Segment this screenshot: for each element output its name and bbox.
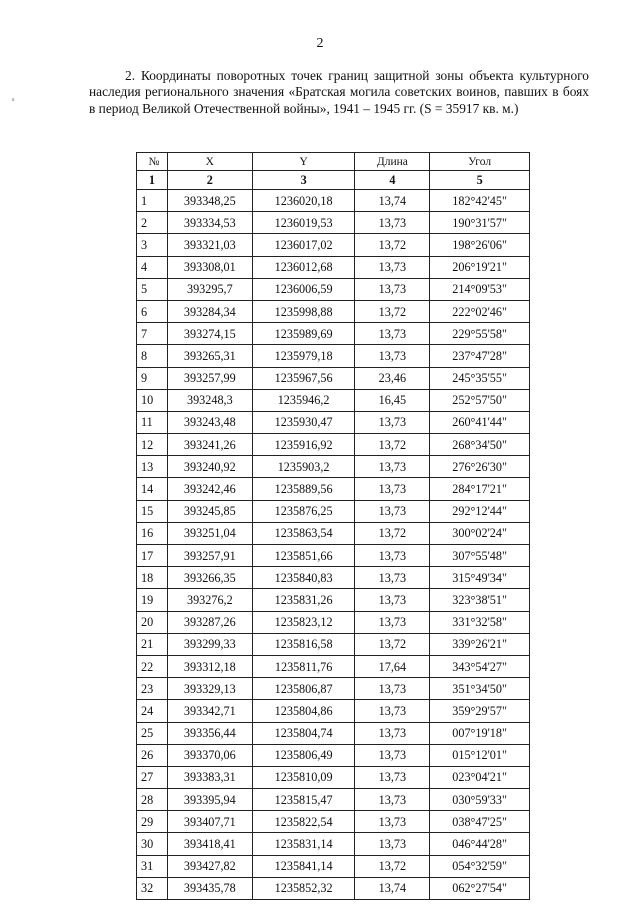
point-number-cell: 7 — [137, 323, 168, 345]
y-coordinate-cell: 1235804,86 — [252, 700, 355, 722]
y-coordinate-cell: 1235804,74 — [252, 722, 355, 744]
x-coordinate-cell: 393287,26 — [167, 611, 252, 633]
angle-cell: 323°38'51" — [430, 589, 530, 611]
table-row — [137, 545, 530, 567]
table-row — [137, 744, 530, 766]
point-number-cell: 17 — [137, 545, 168, 567]
length-cell: 13,73 — [355, 545, 430, 567]
length-cell: 13,73 — [355, 212, 430, 234]
point-number-cell: 13 — [137, 456, 168, 478]
x-coordinate-cell: 393395,94 — [167, 789, 252, 811]
table-row — [137, 766, 530, 788]
y-coordinate-cell: 1235851,66 — [252, 545, 355, 567]
table-row — [137, 300, 530, 322]
point-number-cell: 27 — [137, 766, 168, 788]
angle-cell: 276°26'30" — [430, 456, 530, 478]
column-index: 1 — [137, 171, 168, 190]
column-index: 5 — [430, 171, 530, 190]
length-cell: 13,73 — [355, 722, 430, 744]
y-coordinate-cell: 1235916,92 — [252, 434, 355, 456]
table-row — [137, 389, 530, 411]
angle-cell: 190°31'57" — [430, 212, 530, 234]
y-coordinate-cell: 1235967,56 — [252, 367, 355, 389]
y-coordinate-cell: 1235998,88 — [252, 300, 355, 322]
length-cell: 13,73 — [355, 811, 430, 833]
point-number-cell: 30 — [137, 833, 168, 855]
length-cell: 13,73 — [355, 766, 430, 788]
x-coordinate-cell: 393284,34 — [167, 300, 252, 322]
length-cell: 13,73 — [355, 323, 430, 345]
y-coordinate-cell: 1236017,02 — [252, 234, 355, 256]
table-row — [137, 700, 530, 722]
point-number-cell: 9 — [137, 367, 168, 389]
point-number-cell: 20 — [137, 611, 168, 633]
table-row — [137, 722, 530, 744]
header-length: Длина — [355, 153, 430, 171]
table-row — [137, 611, 530, 633]
table-body — [137, 190, 530, 900]
length-cell: 13,73 — [355, 256, 430, 278]
length-cell: 13,73 — [355, 411, 430, 433]
table-row — [137, 212, 530, 234]
length-cell: 13,74 — [355, 877, 430, 899]
angle-cell: 300°02'24" — [430, 522, 530, 544]
x-coordinate-cell: 393266,35 — [167, 567, 252, 589]
x-coordinate-cell: 393265,31 — [167, 345, 252, 367]
column-index: 4 — [355, 171, 430, 190]
x-coordinate-cell: 393251,04 — [167, 522, 252, 544]
y-coordinate-cell: 1235903,2 — [252, 456, 355, 478]
table-row — [137, 855, 530, 877]
x-coordinate-cell: 393356,44 — [167, 722, 252, 744]
angle-cell: 268°34'50" — [430, 434, 530, 456]
y-coordinate-cell: 1236020,18 — [252, 190, 355, 212]
point-number-cell: 32 — [137, 877, 168, 899]
x-coordinate-cell: 393370,06 — [167, 744, 252, 766]
length-cell: 13,73 — [355, 833, 430, 855]
angle-cell: 023°04'21" — [430, 766, 530, 788]
margin-mark: ˢ — [12, 95, 15, 107]
angle-cell: 206°19'21" — [430, 256, 530, 278]
table-row — [137, 833, 530, 855]
length-cell: 13,72 — [355, 434, 430, 456]
x-coordinate-cell: 393257,91 — [167, 545, 252, 567]
point-number-cell: 2 — [137, 212, 168, 234]
y-coordinate-cell: 1235831,26 — [252, 589, 355, 611]
x-coordinate-cell: 393334,53 — [167, 212, 252, 234]
length-cell: 13,73 — [355, 500, 430, 522]
y-coordinate-cell: 1235989,69 — [252, 323, 355, 345]
header-number: № — [137, 153, 168, 171]
y-coordinate-cell: 1235841,14 — [252, 855, 355, 877]
point-number-cell: 10 — [137, 389, 168, 411]
point-number-cell: 4 — [137, 256, 168, 278]
point-number-cell: 15 — [137, 500, 168, 522]
length-cell: 13,72 — [355, 522, 430, 544]
y-coordinate-cell: 1235811,76 — [252, 655, 355, 677]
y-coordinate-cell: 1235930,47 — [252, 411, 355, 433]
table-row — [137, 456, 530, 478]
x-coordinate-cell: 393308,01 — [167, 256, 252, 278]
table-row — [137, 877, 530, 899]
point-number-cell: 1 — [137, 190, 168, 212]
table-row — [137, 500, 530, 522]
intro-paragraph: 2. Координаты поворотных точек границ защитной зоны объекта культурного наследия регионального значения «Братская могила советских воинов, павших в боях в период Великой Отечественной войны», 1941 – 1945 гг. (S = 35917 кв. м.) — [89, 68, 589, 116]
angle-cell: 292°12'44" — [430, 500, 530, 522]
y-coordinate-cell: 1235823,12 — [252, 611, 355, 633]
angle-cell: 339°26'21" — [430, 633, 530, 655]
length-cell: 13,73 — [355, 789, 430, 811]
y-coordinate-cell: 1235831,14 — [252, 833, 355, 855]
length-cell: 13,73 — [355, 456, 430, 478]
y-coordinate-cell: 1235889,56 — [252, 478, 355, 500]
length-cell: 13,73 — [355, 478, 430, 500]
table-row — [137, 789, 530, 811]
x-coordinate-cell: 393329,13 — [167, 678, 252, 700]
table-row — [137, 567, 530, 589]
length-cell: 23,46 — [355, 367, 430, 389]
length-cell: 17,64 — [355, 655, 430, 677]
x-coordinate-cell: 393240,92 — [167, 456, 252, 478]
x-coordinate-cell: 393274,15 — [167, 323, 252, 345]
x-coordinate-cell: 393342,71 — [167, 700, 252, 722]
point-number-cell: 18 — [137, 567, 168, 589]
angle-cell: 315°49'34" — [430, 567, 530, 589]
point-number-cell: 8 — [137, 345, 168, 367]
x-coordinate-cell: 393295,7 — [167, 278, 252, 300]
y-coordinate-cell: 1235840,83 — [252, 567, 355, 589]
point-number-cell: 6 — [137, 300, 168, 322]
x-coordinate-cell: 393427,82 — [167, 855, 252, 877]
point-number-cell: 24 — [137, 700, 168, 722]
length-cell: 13,73 — [355, 589, 430, 611]
point-number-cell: 28 — [137, 789, 168, 811]
table-row — [137, 589, 530, 611]
table-row — [137, 811, 530, 833]
table-row — [137, 678, 530, 700]
angle-cell: 222°02'46" — [430, 300, 530, 322]
x-coordinate-cell: 393243,48 — [167, 411, 252, 433]
y-coordinate-cell: 1236006,59 — [252, 278, 355, 300]
length-cell: 13,73 — [355, 744, 430, 766]
x-coordinate-cell: 393245,85 — [167, 500, 252, 522]
point-number-cell: 21 — [137, 633, 168, 655]
point-number-cell: 22 — [137, 655, 168, 677]
length-cell: 13,72 — [355, 234, 430, 256]
angle-cell: 359°29'57" — [430, 700, 530, 722]
angle-cell: 007°19'18" — [430, 722, 530, 744]
table-row — [137, 478, 530, 500]
y-coordinate-cell: 1235979,18 — [252, 345, 355, 367]
table-row — [137, 633, 530, 655]
y-coordinate-cell: 1235946,2 — [252, 389, 355, 411]
angle-cell: 245°35'55" — [430, 367, 530, 389]
angle-cell: 046°44'28" — [430, 833, 530, 855]
y-coordinate-cell: 1235852,32 — [252, 877, 355, 899]
point-number-cell: 5 — [137, 278, 168, 300]
angle-cell: 252°57'50" — [430, 389, 530, 411]
point-number-cell: 14 — [137, 478, 168, 500]
y-coordinate-cell: 1235863,54 — [252, 522, 355, 544]
point-number-cell: 25 — [137, 722, 168, 744]
angle-cell: 038°47'25" — [430, 811, 530, 833]
table-row — [137, 367, 530, 389]
x-coordinate-cell: 393257,99 — [167, 367, 252, 389]
length-cell: 13,72 — [355, 300, 430, 322]
table-row — [137, 323, 530, 345]
point-number-cell: 29 — [137, 811, 168, 833]
length-cell: 13,73 — [355, 567, 430, 589]
x-coordinate-cell: 393435,78 — [167, 877, 252, 899]
table-row — [137, 411, 530, 433]
angle-cell: 214°09'53" — [430, 278, 530, 300]
length-cell: 13,73 — [355, 611, 430, 633]
angle-cell: 182°42'45" — [430, 190, 530, 212]
angle-cell: 237°47'28" — [430, 345, 530, 367]
angle-cell: 284°17'21" — [430, 478, 530, 500]
y-coordinate-cell: 1236012,68 — [252, 256, 355, 278]
x-coordinate-cell: 393312,18 — [167, 655, 252, 677]
x-coordinate-cell: 393242,46 — [167, 478, 252, 500]
x-coordinate-cell: 393348,25 — [167, 190, 252, 212]
y-coordinate-cell: 1235806,87 — [252, 678, 355, 700]
table-row — [137, 655, 530, 677]
angle-cell: 343°54'27" — [430, 655, 530, 677]
page-number: 2 — [316, 36, 324, 51]
point-number-cell: 11 — [137, 411, 168, 433]
length-cell: 13,72 — [355, 633, 430, 655]
table-row — [137, 345, 530, 367]
table-row — [137, 234, 530, 256]
x-coordinate-cell: 393407,71 — [167, 811, 252, 833]
y-coordinate-cell: 1235822,54 — [252, 811, 355, 833]
y-coordinate-cell: 1235816,58 — [252, 633, 355, 655]
length-cell: 16,45 — [355, 389, 430, 411]
header-angle: Угол — [430, 153, 530, 171]
angle-cell: 030°59'33" — [430, 789, 530, 811]
y-coordinate-cell: 1235810,09 — [252, 766, 355, 788]
header-y: Y — [252, 153, 355, 171]
angle-cell: 351°34'50" — [430, 678, 530, 700]
length-cell: 13,74 — [355, 190, 430, 212]
angle-cell: 015°12'01" — [430, 744, 530, 766]
table-row — [137, 434, 530, 456]
column-index-row — [137, 171, 530, 190]
column-index: 2 — [167, 171, 252, 190]
length-cell: 13,73 — [355, 700, 430, 722]
y-coordinate-cell: 1236019,53 — [252, 212, 355, 234]
length-cell: 13,73 — [355, 278, 430, 300]
angle-cell: 054°32'59" — [430, 855, 530, 877]
angle-cell: 198°26'06" — [430, 234, 530, 256]
x-coordinate-cell: 393383,31 — [167, 766, 252, 788]
length-cell: 13,72 — [355, 855, 430, 877]
point-number-cell: 16 — [137, 522, 168, 544]
x-coordinate-cell: 393248,3 — [167, 389, 252, 411]
length-cell: 13,73 — [355, 678, 430, 700]
angle-cell: 062°27'54" — [430, 877, 530, 899]
angle-cell: 260°41'44" — [430, 411, 530, 433]
x-coordinate-cell: 393299,33 — [167, 633, 252, 655]
length-cell: 13,73 — [355, 345, 430, 367]
header-x: X — [167, 153, 252, 171]
angle-cell: 229°55'58" — [430, 323, 530, 345]
point-number-cell: 31 — [137, 855, 168, 877]
x-coordinate-cell: 393321,03 — [167, 234, 252, 256]
table-row — [137, 190, 530, 212]
y-coordinate-cell: 1235806,49 — [252, 744, 355, 766]
point-number-cell: 26 — [137, 744, 168, 766]
table-row — [137, 256, 530, 278]
point-number-cell: 19 — [137, 589, 168, 611]
table-row — [137, 522, 530, 544]
point-number-cell: 3 — [137, 234, 168, 256]
y-coordinate-cell: 1235815,47 — [252, 789, 355, 811]
point-number-cell: 12 — [137, 434, 168, 456]
point-number-cell: 23 — [137, 678, 168, 700]
y-coordinate-cell: 1235876,25 — [252, 500, 355, 522]
x-coordinate-cell: 393418,41 — [167, 833, 252, 855]
angle-cell: 331°32'58" — [430, 611, 530, 633]
x-coordinate-cell: 393276,2 — [167, 589, 252, 611]
angle-cell: 307°55'48" — [430, 545, 530, 567]
table-row — [137, 278, 530, 300]
header-row — [137, 153, 530, 171]
coordinates-table — [136, 152, 530, 900]
column-index: 3 — [252, 171, 355, 190]
x-coordinate-cell: 393241,26 — [167, 434, 252, 456]
